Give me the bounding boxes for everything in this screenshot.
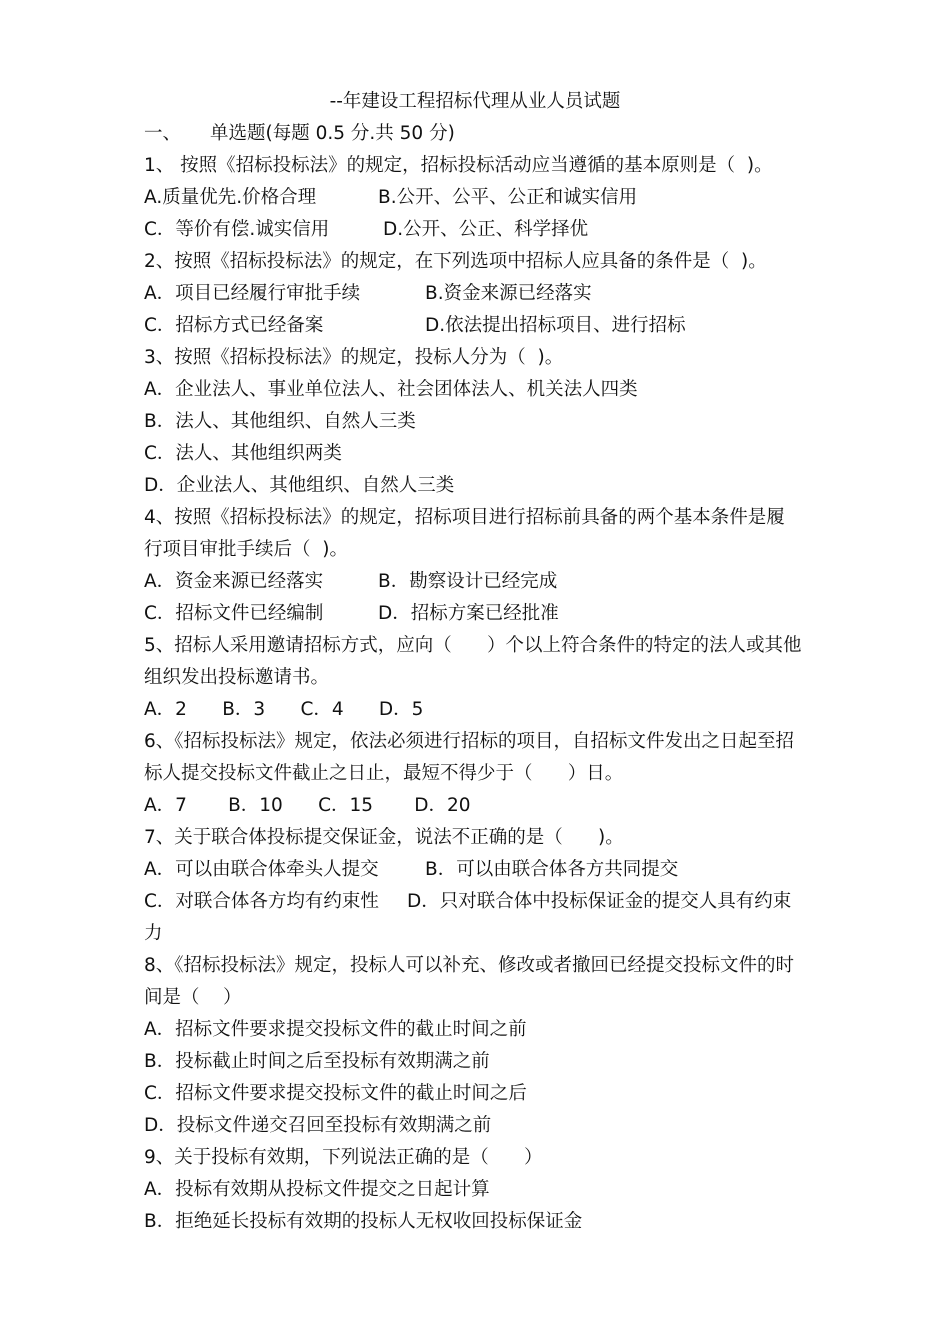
question-7-stem: 7、关于联合体投标提交保证金，说法不正确的是（ )。 bbox=[144, 827, 624, 848]
question-1-option-d: D.公开、公正、科学择优 bbox=[383, 219, 589, 240]
question-2-option-d: D.依法提出招标项目、进行招标 bbox=[425, 315, 686, 336]
question-8-option-c: C．招标文件要求提交投标文件的截止时间之后 bbox=[144, 1083, 527, 1104]
question-1-option-c: C．等价有偿.诚实信用 bbox=[144, 219, 330, 240]
question-9-option-a: A．投标有效期从投标文件提交之日起计算 bbox=[144, 1179, 490, 1200]
question-6-stem-line-1: 6、《招标投标法》规定，依法必须进行招标的项目，自招标文件发出之日起至招 bbox=[144, 731, 795, 752]
question-4-stem-line-2: 行项目审批手续后（ )。 bbox=[144, 539, 348, 560]
question-2-option-b: B.资金来源已经落实 bbox=[425, 283, 592, 304]
question-2-option-a: A．项目已经履行审批手续 bbox=[144, 283, 361, 304]
question-7-option-d: D．只对联合体中投标保证金的提交人具有约束 bbox=[407, 891, 792, 912]
question-7-option-a: A．可以由联合体牵头人提交 bbox=[144, 859, 379, 880]
question-4-option-c: C．招标文件已经编制 bbox=[144, 603, 324, 624]
question-3-option-b: B．法人、其他组织、自然人三类 bbox=[144, 411, 416, 432]
section-number: 一、 bbox=[144, 123, 182, 144]
page-title: --年建设工程招标代理从业人员试题 bbox=[329, 91, 621, 112]
question-3-stem: 3、按照《招标投标法》的规定，投标人分为（ )。 bbox=[144, 347, 564, 368]
question-3-option-d: D．企业法人、其他组织、自然人三类 bbox=[144, 475, 455, 496]
question-8-stem-line-1: 8、《招标投标法》规定，投标人可以补充、修改或者撤回已经提交投标文件的时 bbox=[144, 955, 795, 976]
question-8-option-d: D．投标文件递交召回至投标有效期满之前 bbox=[144, 1115, 492, 1136]
question-5-stem-line-1: 5、招标人采用邀请招标方式，应向（ ）个以上符合条件的特定的法人或其他 bbox=[144, 635, 802, 656]
question-3-option-c: C．法人、其他组织两类 bbox=[144, 443, 342, 464]
question-7-option-b: B．可以由联合体各方共同提交 bbox=[425, 859, 679, 880]
question-7-option-d-tail: 力 bbox=[144, 923, 163, 944]
question-5-stem-line-2: 组织发出投标邀请书。 bbox=[144, 667, 330, 688]
question-8-option-a: A．招标文件要求提交投标文件的截止时间之前 bbox=[144, 1019, 527, 1040]
question-4-option-a: A．资金来源已经落实 bbox=[144, 571, 324, 592]
question-1-option-b: B.公开、公平、公正和诚实信用 bbox=[378, 187, 638, 208]
question-2-stem: 2、按照《招标投标法》的规定，在下列选项中招标人应具备的条件是（ )。 bbox=[144, 251, 767, 272]
question-1-option-a: A.质量优先.价格合理 bbox=[144, 187, 317, 208]
question-6-stem-line-2: 标人提交投标文件截止之日止，最短不得少于（ ）日。 bbox=[144, 763, 624, 784]
question-2-option-c: C．招标方式已经备案 bbox=[144, 315, 324, 336]
question-7-option-c: C．对联合体各方均有约束性 bbox=[144, 891, 379, 912]
question-4-stem-line-1: 4、按照《招标投标法》的规定，招标项目进行招标前具备的两个基本条件是履 bbox=[144, 507, 785, 528]
question-4-option-b: B．勘察设计已经完成 bbox=[378, 571, 558, 592]
question-6-options: A．7 B．10 C．15 D．20 bbox=[144, 795, 471, 816]
question-4-option-d: D．招标方案已经批准 bbox=[378, 603, 559, 624]
question-9-option-b: B．拒绝延长投标有效期的投标人无权收回投标保证金 bbox=[144, 1211, 583, 1232]
question-3-option-a: A．企业法人、事业单位法人、社会团体法人、机关法人四类 bbox=[144, 379, 638, 400]
question-1-stem: 1、 按照《招标投标法》的规定，招标投标活动应当遵循的基本原则是（ )。 bbox=[144, 155, 773, 176]
question-8-option-b: B．投标截止时间之后至投标有效期满之前 bbox=[144, 1051, 490, 1072]
question-9-stem: 9、关于投标有效期，下列说法正确的是（ ） bbox=[144, 1147, 543, 1168]
question-8-stem-line-2: 间是（ ） bbox=[144, 987, 242, 1008]
section-heading: 单选题(每题 0.5 分.共 50 分) bbox=[210, 123, 455, 144]
question-5-options: A．2 B．3 C．4 D．5 bbox=[144, 699, 424, 720]
